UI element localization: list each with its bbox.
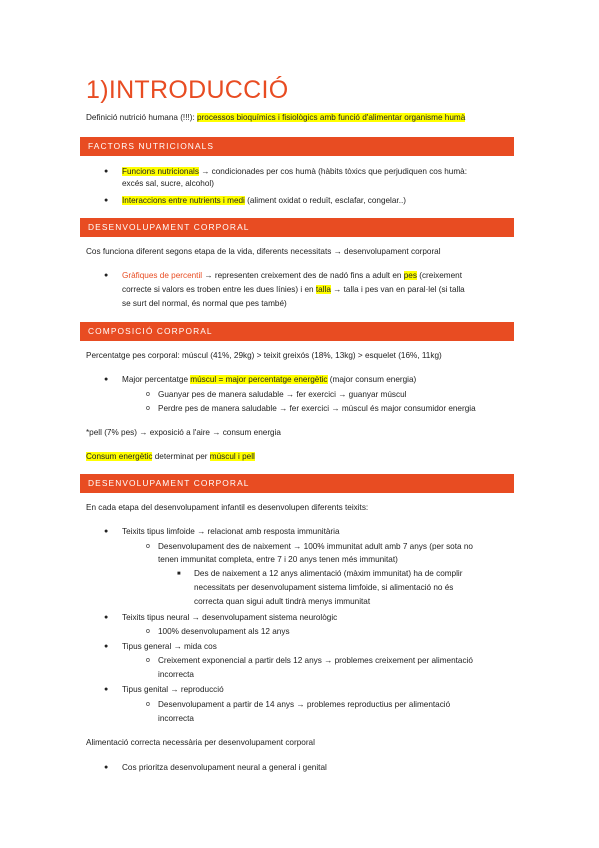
list-item-continuation: excés sal, sucre, alcohol) [122,179,214,188]
highlight: Funcions nutricionals [122,167,199,176]
section-header-factors: FACTORS NUTRICIONALS [80,137,514,156]
page-title: 1)INTRODUCCIÓ [86,76,289,104]
paragraph [86,451,255,463]
red-term: Gràfiques de percentil [122,271,203,280]
sub-list-item: 100% desenvolupament als 12 anys [158,627,290,636]
definition-label: Definició nutrició humana (!!!): [86,113,198,122]
sub-list-item: Creixement exponencial a partir dels 12 anys → problemes creixement per alimentació [158,656,473,665]
list-item [122,374,416,386]
sub-list-item: Perdre pes de manera saludable → fer exercici → múscul és major consumidor energia [158,404,476,413]
list-item-text: (aliment oxidat o reduït, esclafar, congelar..) [244,196,406,205]
sub-sub-list-item: Des de naixement a 12 anys alimentació (màxim immunitat) ha de complir [194,569,463,578]
sub-list-item: Guanyar pes de manera saludable → fer exercici → guanyar múscul [158,390,407,399]
section-header-desenvolupament-2: DESENVOLUPAMENT CORPORAL [80,474,514,493]
list-item-continuation: se surt del normal, és normal que pes també) [122,299,287,308]
circle-bullet-icon: o [146,701,150,708]
paragraph: *pell (7% pes) → exposició a l'aire → consum energia [86,428,281,437]
paragraph: Percentatge pes corporal: múscul (41%, 29kg) > teixit greixós (18%, 13kg) > esquelet (16%, 11kg) [86,351,442,360]
definition [86,112,465,124]
paragraph: Cos funciona diferent segons etapa de la vida, diferents necessitats → desenvolupament corporal [86,247,441,256]
text: Major percentatge [122,375,191,384]
list-item-text: → condicionades per cos humà (hàbits tòxics que perjudiquen cos humà: [198,167,467,176]
list-item [122,270,462,282]
circle-bullet-icon: o [146,543,150,550]
list-item [122,195,406,207]
list-item: Teixits tipus limfoide → relacionat amb resposta immunitària [122,527,340,536]
bullet-icon: ● [104,168,109,175]
definition-highlight: processos bioquímics i fisiològics amb funció d'alimentar organisme humà [197,113,466,122]
sub-list-item: Desenvolupament a partir de 14 anys → problemes reproductius per alimentació [158,700,451,709]
bullet-icon: ● [104,764,109,771]
sub-list-item-continuation: tenen immunitat completa, entre 7 i 20 anys tenen més immunitat) [158,555,398,564]
sub-sub-list-item-continuation: necessitats per desenvolupament sistema limfoide, si alimentació no és [194,583,454,592]
bullet-icon: ● [104,528,109,535]
sub-sub-list-item-continuation: correcta quan sigui adult tindrà menys immunitat [194,597,371,606]
sub-list-item-continuation: incorrecta [158,670,194,679]
highlight: Consum energètic [86,452,153,461]
paragraph: En cada etapa del desenvolupament infantil es desenvolupen diferents teixits: [86,503,369,512]
highlight: múscul [190,375,217,384]
bullet-icon: ● [104,643,109,650]
list-item: Tipus general → mida cos [122,642,217,651]
list-item: Tipus genital → reproducció [122,685,224,694]
sub-list-item: Desenvolupament des de naixement → 100% immunitat adult amb 7 anys (per sota no [158,542,473,551]
bullet-icon: ● [104,686,109,693]
circle-bullet-icon: o [146,628,150,635]
text: determinat per [152,452,210,461]
highlight: pes [403,271,417,280]
highlight: Interaccions entre nutrients i medi [122,196,245,205]
highlight: major percentatge energètic [225,375,328,384]
text: correcte si valors es troben entre les dues línies) i en [122,285,316,294]
list-item: Teixits tipus neural → desenvolupament sistema neurològic [122,613,338,622]
highlight: = [216,375,226,384]
bullet-icon: ● [104,272,109,279]
list-item [122,166,467,178]
circle-bullet-icon: o [146,391,150,398]
section-header-composicio: COMPOSICIÓ CORPORAL [80,322,514,341]
circle-bullet-icon: o [146,657,150,664]
square-bullet-icon: ■ [177,571,181,577]
bullet-icon: ● [104,197,109,204]
section-header-desenvolupament: DESENVOLUPAMENT CORPORAL [80,218,514,237]
list-item: Cos prioritza desenvolupament neural a general i genital [122,763,327,772]
list-item-continuation [122,284,465,296]
highlight: múscul i pell [209,452,255,461]
text: → representen creixement des de nadó fins a adult en [202,271,404,280]
sub-list-item-continuation: incorrecta [158,714,194,723]
paragraph: Alimentació correcta necessària per desenvolupament corporal [86,738,315,747]
text: (major consum energia) [327,375,417,384]
bullet-icon: ● [104,614,109,621]
text: → talla i pes van en paral·lel (si talla [330,285,465,294]
text: (creixement [416,271,462,280]
highlight: talla [315,285,331,294]
circle-bullet-icon: o [146,405,150,412]
bullet-icon: ● [104,376,109,383]
